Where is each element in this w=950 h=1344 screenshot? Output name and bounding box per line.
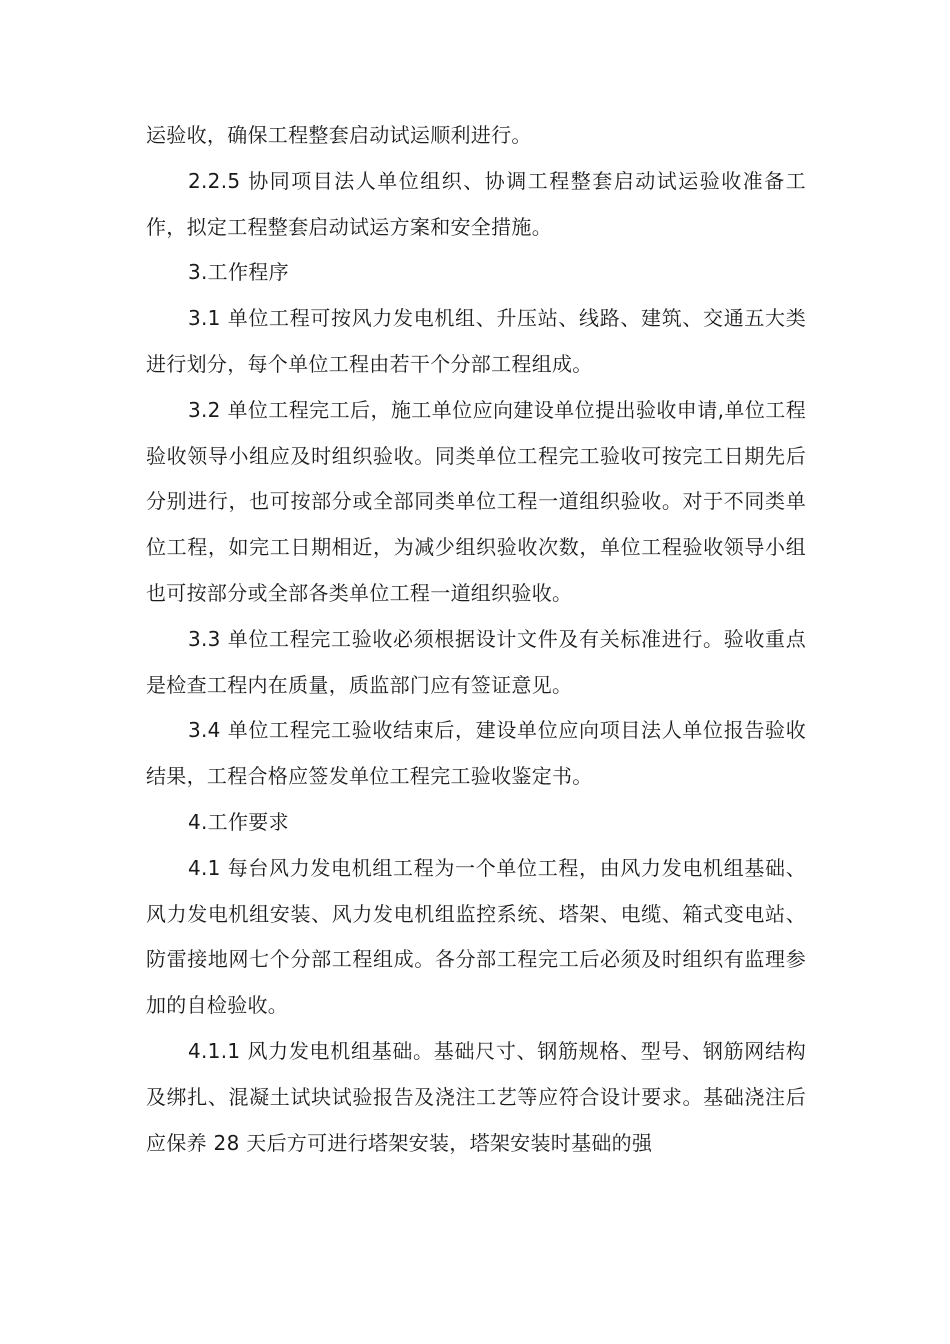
- paragraph-3-4: 3.4 单位工程完工验收结束后，建设单位应向项目法人单位报告验收结果，工程合格应签发单位工程完工验收鉴定书。: [146, 718, 806, 789]
- paragraph-4-1: 4.1 每台风力发电机组工程为一个单位工程，由风力发电机组基础、风力发电机组安装、风力发电机组监控系统、塔架、电缆、箱式变电站、防雷接地网七个分部工程组成。各分部工程完工后必须及时组织有监理参加的自检验收。: [146, 855, 806, 1018]
- paragraph-3-1: 3.1 单位工程可按风力发电机组、升压站、线路、建筑、交通五大类进行划分，每个单位工程由若干个分部工程组成。: [146, 306, 806, 376]
- section-heading-3: 3.工作程序: [188, 260, 289, 285]
- paragraph-continuation: 运验收，确保工程整套启动试运顺利进行。: [146, 123, 532, 147]
- paragraph-3-3: 3.3 单位工程完工验收必须根据设计文件及有关标准进行。验收重点是检查工程内在质量，质监部门应有签证意见。: [146, 626, 806, 697]
- paragraph-4-1-1: 4.1.1 风力发电机组基础。基础尺寸、钢筋规格、型号、钢筋网结构及绑扎、混凝土试块试验报告及浇注工艺等应符合设计要求。基础浇注后应保养 28 天后方可进行塔架安装，塔架安装时基础的强: [146, 1038, 806, 1155]
- paragraph-3-2: 3.2 单位工程完工后，施工单位应向建设单位提出验收申请,单位工程验收领导小组应及时组织验收。同类单位工程完工验收可按完工日期先后分别进行，也可按部分或全部同类单位工程一道组织验收。对于不同类单位工程，如完工日期相近，为减少组织验收次数，单位工程验收领导小组也可按部分或全部各类单位工程一道组织验收。: [146, 397, 806, 605]
- section-heading-4: 4.工作要求: [188, 809, 289, 834]
- paragraph-2-2-5: 2.2.5 协同项目法人单位组织、协调工程整套启动试运验收准备工作，拟定工程整套启动试运方案和安全措施。: [146, 168, 806, 239]
- document-page: [146, 113, 806, 1166]
